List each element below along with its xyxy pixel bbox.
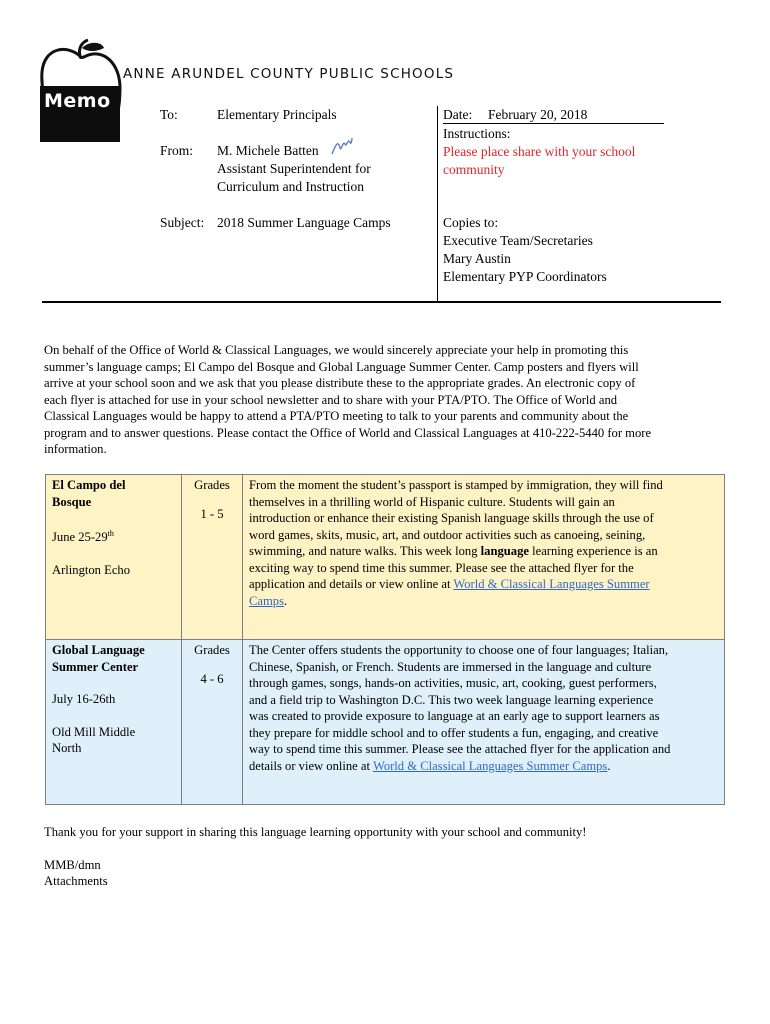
paragraph-line: program and to answer questions. Please contact the Office of World and Classical Languages at 410-222-5440 for more (44, 425, 652, 440)
grades-label: Grades (194, 478, 230, 492)
description-line: way to spend time this summer. Please see the attached flyer for the application and (249, 742, 671, 756)
description-line: they prepare for middle school and to offer students a fun, engaging, and creative (249, 725, 659, 740)
paragraph-line: each flyer is attached for use in your school newsletter and to share with your PTA/PTO. The Office of World and (44, 392, 618, 407)
grades-cell (182, 475, 243, 640)
copies-item: Elementary PYP Coordinators (443, 269, 607, 284)
paragraph-line: On behalf of the Office of World & Classical Languages, we would sincerely appreciate your help in promoting this (44, 343, 629, 357)
description-bold: language (480, 544, 529, 558)
date-label: Date: (443, 107, 473, 122)
description-text: application and details or view online at (249, 577, 454, 591)
signature-icon (330, 134, 354, 162)
subject-label: Subject: (160, 215, 205, 230)
description-line: The Center offers students the opportunity to choose one of four languages; Italian, (249, 643, 669, 657)
instructions-text-line1: Please place share with your school (443, 144, 636, 159)
copies-label: Copies to: (443, 215, 499, 230)
camp-location: Arlington Echo (52, 562, 130, 577)
thank-you-note: Thank you for your support in sharing this language learning opportunity with your school and community! (44, 825, 587, 839)
world-classical-languages-link[interactable]: World & Classical Languages Summer (453, 577, 650, 591)
to-label: To: (160, 107, 178, 122)
to-value: Elementary Principals (217, 107, 337, 122)
description-line: themselves in a thrilling world of Hispanic culture. Students will gain an (249, 494, 615, 509)
subject-value: 2018 Summer Language Camps (217, 215, 391, 230)
grades-value: 1 - 5 (200, 506, 224, 521)
camp-info-cell (46, 475, 182, 640)
camp-description-cell (243, 475, 725, 640)
description-line: and a field trip to Washington D.C. This two week language learning experience (249, 692, 654, 707)
table-row (46, 475, 725, 640)
description-text: learning experience is an (528, 544, 658, 558)
camp-location: Old Mill Middle (52, 724, 136, 739)
from-title-line1: Assistant Superintendent for (217, 161, 371, 176)
from-label: From: (160, 143, 194, 158)
description-text: . (607, 758, 611, 773)
from-title-line2: Curriculum and Instruction (217, 179, 364, 194)
camp-name: Global Language (52, 643, 145, 657)
world-classical-languages-link[interactable]: World & Classical Languages Summer Camps (372, 758, 608, 773)
instructions-label: Instructions: (443, 126, 511, 141)
grades-value: 4 - 6 (200, 671, 224, 686)
camp-dates (52, 526, 175, 546)
header-divider (437, 106, 438, 302)
description-line: introduction or enhance their existing Spanish language skills through the use of (249, 511, 654, 525)
paragraph-line: arrive at your school soon and we ask that you please distribute these to the appropriate grades. An electronic copy of (44, 376, 636, 390)
table-row (46, 640, 725, 805)
instructions-text-line2: community (443, 162, 505, 177)
attachments-label: Attachments (44, 874, 108, 888)
description-line (249, 576, 718, 593)
date-value: February 20, 2018 (488, 107, 588, 122)
description-text: details or view online at (249, 758, 373, 773)
description-line (249, 543, 718, 560)
camp-location: North (52, 741, 82, 755)
camp-dates: July 16-26th (52, 692, 116, 706)
camp-name: El Campo del (52, 478, 126, 492)
description-line (249, 758, 718, 775)
header-bottom-rule (42, 301, 721, 303)
camp-info-cell (46, 640, 182, 805)
grades-label: Grades (194, 643, 230, 657)
camp-dates-suffix: th (107, 529, 114, 538)
description-line: through games, songs, hands-on activities, music, art, cooking, guest performers, (249, 676, 657, 690)
memo-logo-text: Memo (44, 90, 111, 112)
description-line: was created to provide exposure to language at an early age to support learners as (249, 709, 660, 723)
description-line: From the moment the student’s passport is stamped by immigration, they will find (249, 478, 663, 492)
paragraph-line: Classical Languages would be happy to attend a PTA/PTO meeting to talk to your parents and community about the (44, 409, 629, 423)
camps-table (45, 474, 725, 805)
camp-name: Bosque (52, 494, 92, 509)
description-line: Chinese, Spanish, or French. Students are immersed in the language and culture (249, 659, 652, 674)
grades-cell (182, 640, 243, 805)
date-underline (443, 123, 664, 124)
description-text: . (283, 593, 288, 608)
description-line: word games, skits, music, art, and outdoor activities such as canoeing, seining, (249, 527, 646, 542)
camp-dates-text: June 25-29 (52, 530, 108, 545)
intro-paragraph (44, 342, 726, 458)
copies-item: Executive Team/Secretaries (443, 233, 593, 248)
description-text: swimming, and nature walks. This week long (249, 544, 481, 558)
from-name: M. Michele Batten (217, 143, 319, 158)
memo-logo (38, 38, 122, 142)
camp-name: Summer Center (52, 659, 139, 674)
description-line (249, 593, 718, 610)
paragraph-line: information. (44, 442, 107, 456)
author-initials: MMB/dmn (44, 858, 101, 872)
paragraph-line: summer’s language camps; El Campo del Bosque and Global Language Summer Center. Camp posters and flyers will (44, 359, 639, 374)
organization-name: ANNE ARUNDEL COUNTY PUBLIC SCHOOLS (123, 66, 455, 82)
camp-description-cell (243, 640, 725, 805)
description-line: exciting way to spend time this summer. Please see the attached flyer for the (249, 560, 634, 575)
world-classical-languages-link[interactable]: Camps (249, 593, 284, 608)
copies-item: Mary Austin (443, 251, 511, 266)
